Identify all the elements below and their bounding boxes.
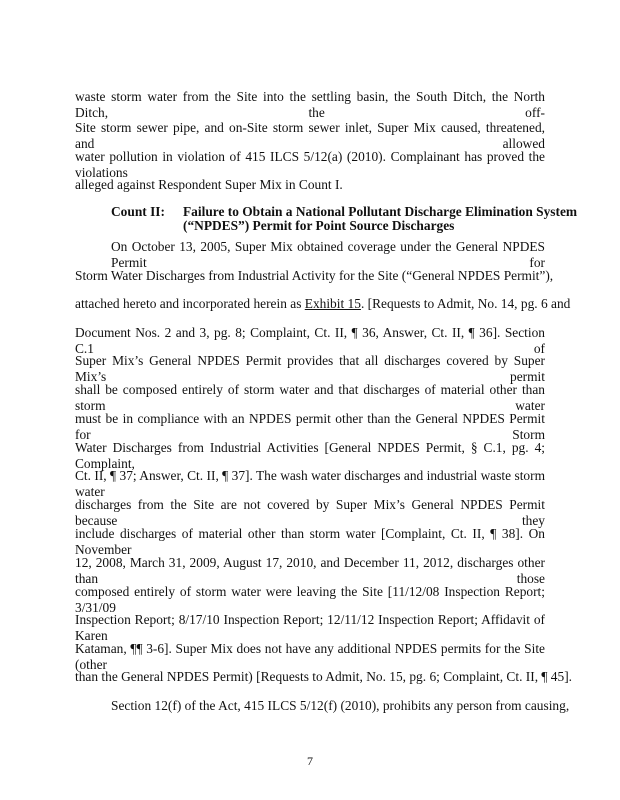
body-line: than the General NPDES Permit) [Requests to Admit, No. 15, pg. 6; Complaint, Ct. II, ¶ 45]. (75, 669, 573, 684)
body-line: Site storm sewer pipe, and on-Site storm sewer inlet, Super Mix caused, threatened, and allowed (75, 120, 545, 151)
body-line (75, 296, 571, 312)
page-number: 7 (307, 754, 313, 768)
body-line: water pollution in violation of 415 ILCS 5/12(a) (2010). Complainant has proved the violations (75, 149, 545, 180)
body-line: Storm Water Discharges from Industrial Activity for the Site (“General NPDES Permit”), (75, 268, 554, 283)
body-line: Ct. II, ¶ 37; Answer, Ct. II, ¶ 37]. The wash water discharges and industrial waste storm water (75, 468, 545, 499)
body-line: Inspection Report; 8/17/10 Inspection Report; 12/11/12 Inspection Report; Affidavit of Karen (75, 612, 545, 643)
body-line: Section 12(f) of the Act, 415 ILCS 5/12(f) (2010), prohibits any person from causing, (111, 698, 570, 713)
body-line: discharges from the Site are not covered by Super Mix’s General NPDES Permit because they (75, 497, 545, 528)
body-line: Kataman, ¶¶ 3-6]. Super Mix does not have any additional NPDES permits for the Site (other (75, 641, 545, 672)
body-line: alleged against Respondent Super Mix in Count I. (75, 177, 343, 192)
body-line: Document Nos. 2 and 3, pg. 8; Complaint, Ct. II, ¶ 36, Answer, Ct. II, ¶ 36]. Section C.1 of (75, 325, 545, 356)
count-label: Count II: (111, 204, 165, 219)
body-line: must be in compliance with an NPDES permit other than the General NPDES Permit for Storm (75, 411, 545, 442)
body-line: Super Mix’s General NPDES Permit provides that all discharges covered by Super Mix’s permit (75, 353, 545, 384)
body-line: 12, 2008, March 31, 2009, August 17, 2010, and December 11, 2012, discharges other than those (75, 555, 545, 586)
body-line: include discharges of material other than storm water [Complaint, Ct. II, ¶ 38]. On November (75, 526, 545, 557)
body-line: composed entirely of storm water were leaving the Site [11/12/08 Inspection Report; 3/31/09 (75, 584, 545, 615)
body-line: On October 13, 2005, Super Mix obtained coverage under the General NPDES Permit for (111, 239, 545, 270)
count-title-cont: (“NPDES”) Permit for Point Source Discharges (183, 218, 455, 233)
body-line: shall be composed entirely of storm water and that discharges of material other than storm water (75, 382, 545, 413)
text: attached hereto and incorporated herein as (75, 296, 305, 311)
body-line: waste storm water from the Site into the settling basin, the South Ditch, the North Ditch, the off- (75, 89, 545, 120)
count-title: Failure to Obtain a National Pollutant Discharge Elimination System (183, 204, 578, 219)
body-line: Water Discharges from Industrial Activities [General NPDES Permit, § C.1, pg. 4; Complaint, (75, 440, 545, 471)
exhibit-reference: Exhibit 15 (304, 296, 361, 311)
text: . [Requests to Admit, No. 14, pg. 6 and (360, 296, 571, 311)
